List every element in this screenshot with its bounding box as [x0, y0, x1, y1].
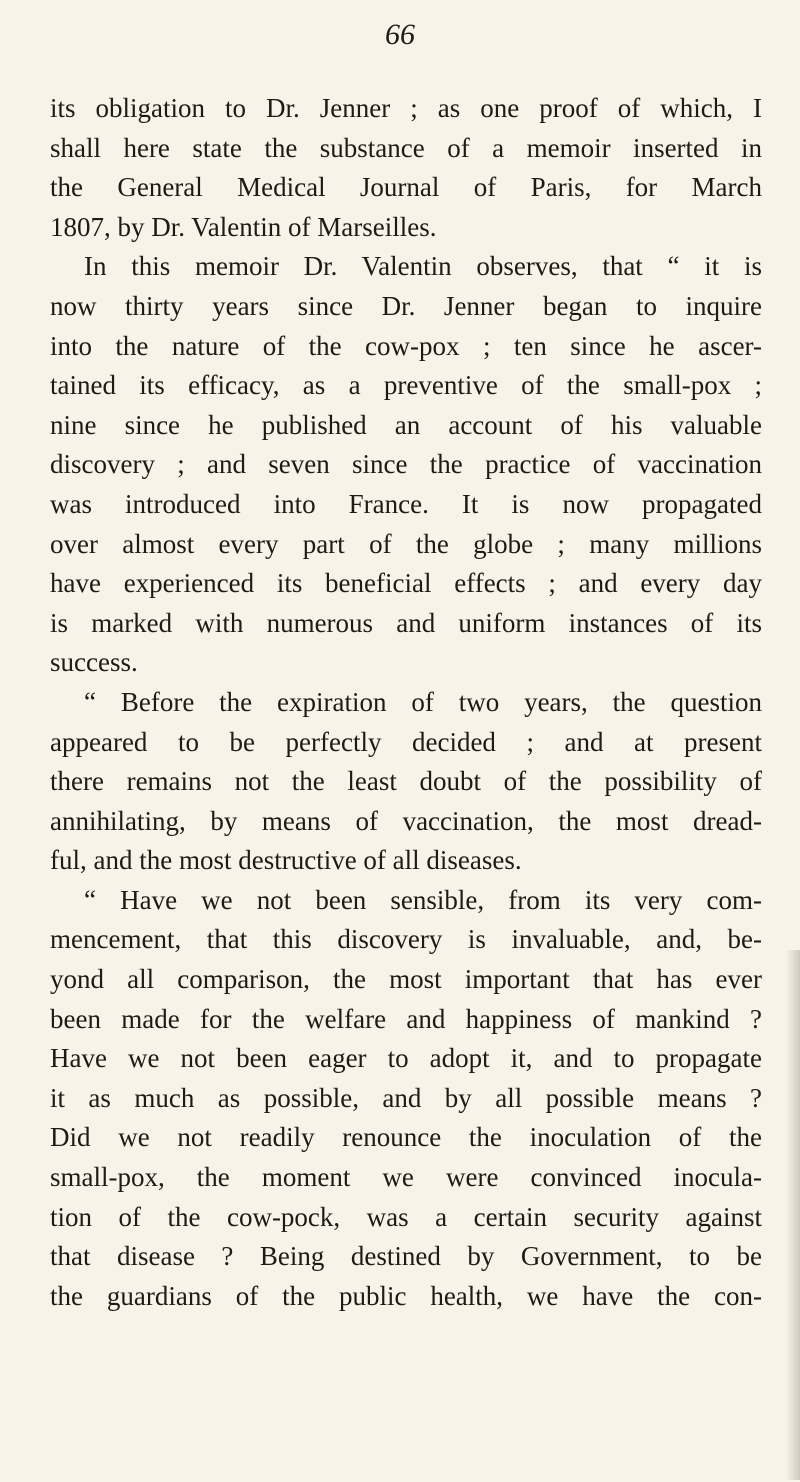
text-line: discovery ; and seven since the practice of vaccination	[50, 449, 762, 480]
text-line: “ Before the expiration of two years, the question	[84, 686, 762, 717]
text-line: is marked with numerous and uniform instances of its	[50, 607, 762, 638]
text-line: annihilating, by means of vaccination, the most dread-	[50, 805, 762, 836]
text-line: In this memoir Dr. Valentin observes, that “ it is	[84, 251, 762, 282]
text-line: yond all comparison, the most important that has ever	[50, 964, 762, 995]
text-line: nine since he published an account of his valuable	[50, 409, 762, 440]
text-line: tion of the cow-pock, was a certain security against	[50, 1201, 762, 1232]
text-line: into the nature of the cow-pox ; ten since he ascer-	[50, 330, 762, 361]
text-line: that disease ? Being destined by Government, to be	[50, 1241, 762, 1272]
text-line: the guardians of the public health, we have the con-	[50, 1280, 762, 1311]
text-line: the General Medical Journal of Paris, for March	[50, 172, 762, 203]
text-line: small-pox, the moment we were convinced inocula-	[50, 1162, 762, 1193]
text-line: tained its efficacy, as a preventive of the small-pox ;	[50, 370, 762, 401]
page-number: 66	[385, 18, 415, 51]
text-line: been made for the welfare and happiness of mankind ?	[50, 1003, 762, 1034]
text-line: now thirty years since Dr. Jenner began to inquire	[50, 290, 762, 321]
text-line: success.	[50, 647, 138, 678]
text-line: was introduced into France. It is now propagated	[50, 488, 762, 519]
body-text	[50, 89, 762, 1316]
text-line: its obligation to Dr. Jenner ; as one proof of which, I	[50, 93, 762, 123]
text-line: there remains not the least doubt of the possibility of	[50, 766, 762, 797]
text-line: 1807, by Dr. Valentin of Marseilles.	[50, 211, 437, 242]
text-line: have experienced its beneficial effects ; and every day	[50, 568, 762, 599]
text-line: Have we not been eager to adopt it, and to propagate	[50, 1043, 762, 1074]
text-line: over almost every part of the globe ; many millions	[50, 528, 762, 559]
text-line: it as much as possible, and by all possible means ?	[50, 1082, 762, 1113]
text-line: “ Have we not been sensible, from its very com-	[84, 884, 762, 915]
text-line: ful, and the most destructive of all diseases.	[50, 845, 522, 876]
text-line: shall here state the substance of a memoir inserted in	[50, 132, 762, 163]
text-line: Did we not readily renounce the inoculation of the	[50, 1122, 762, 1153]
text-line: mencement, that this discovery is invaluable, and, be-	[50, 924, 762, 955]
text-line: appeared to be perfectly decided ; and at present	[50, 726, 762, 757]
page-edge-shadow	[786, 950, 800, 1480]
